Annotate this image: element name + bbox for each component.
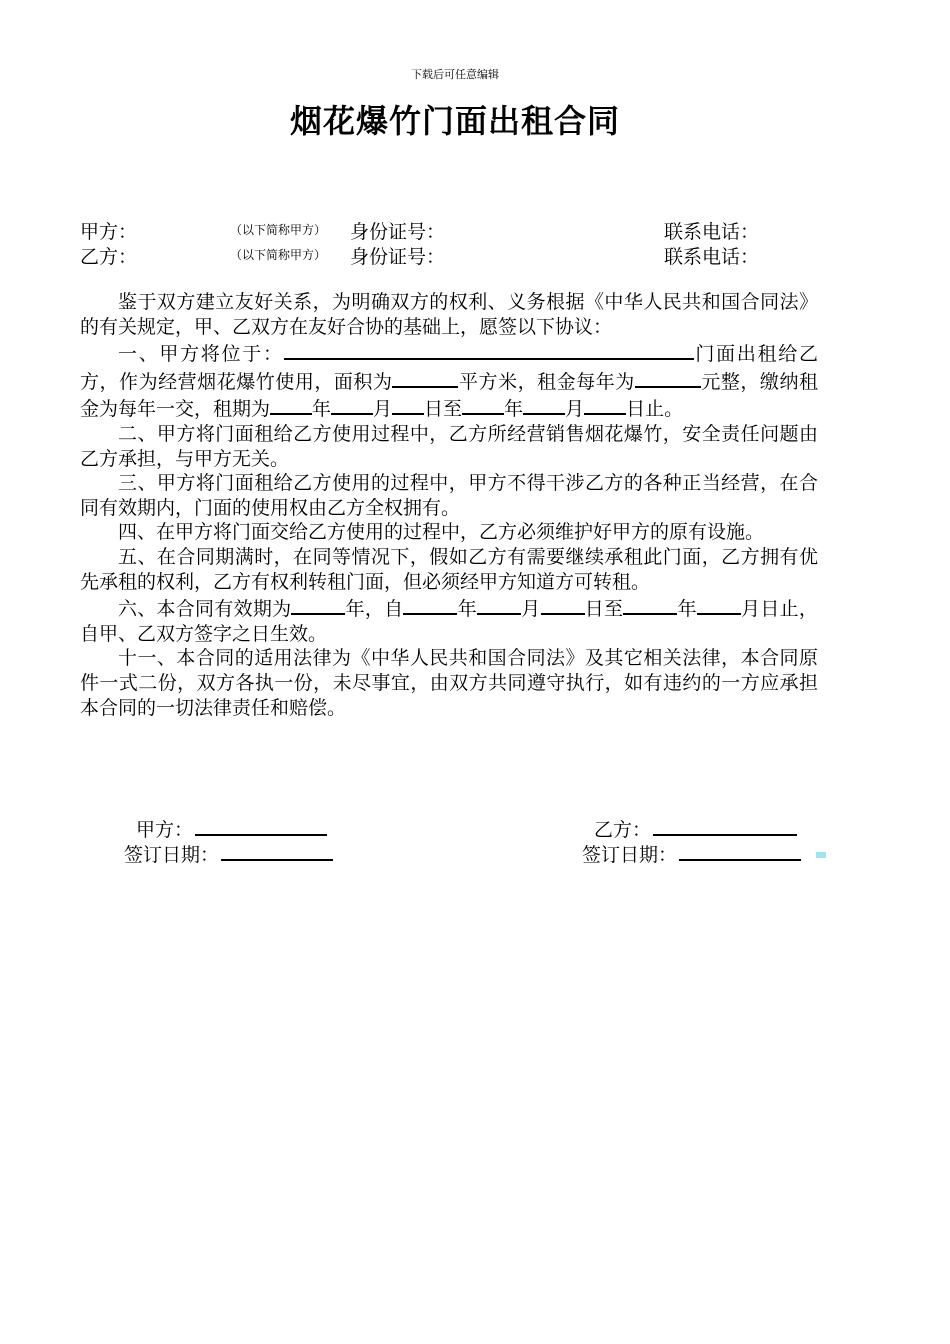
valid-end-year-blank[interactable] [623, 594, 677, 615]
clause-6 [80, 594, 818, 646]
clause-1 [80, 339, 818, 422]
date-party-a-blank[interactable] [221, 840, 333, 861]
header-note: 下载后可任意编辑 [411, 68, 499, 81]
clause-6-year-label: 年 [457, 598, 477, 621]
clause-6-text-end: 日止，自甲、乙双方签字之日生效。 [80, 598, 818, 645]
date-party-a [124, 840, 333, 867]
clause-5: 五、在合同期满时，在同等情况下，假如乙方有需要继续承租此门面，乙方拥有优先承租的权利，乙方有权利转租门面，但必须经甲方知道方可转租。 [80, 545, 818, 593]
clause-1-day-to-label: 日至 [424, 398, 463, 421]
party-b-row [80, 242, 840, 266]
clause-1-month-label: 月 [373, 398, 393, 421]
document-title: 烟花爆竹门面出租合同 [289, 102, 620, 140]
clause-1-text-c: 平方米，租金每年为 [458, 370, 635, 393]
signature-party-b-blank[interactable] [653, 815, 797, 836]
clause-6-text-a: 六、本合同有效期为 [118, 598, 292, 621]
contract-body [80, 290, 818, 720]
clause-4: 四、在甲方将门面交给乙方使用的过程中，乙方必须维护好甲方的原有设施。 [118, 521, 765, 544]
party-b-abbr: （以下简称甲方） [230, 248, 327, 262]
date-party-b-label: 签订日期： [582, 844, 678, 866]
clause-6-month-label: 月 [520, 598, 541, 621]
cursor-marker [816, 852, 826, 858]
party-b-id-label: 身份证号： [350, 246, 446, 268]
location-blank[interactable] [284, 339, 694, 360]
clause-1-text-a: 一、甲方将位于： [118, 343, 284, 366]
signature-party-b-label: 乙方： [594, 819, 652, 841]
signature-party-a [136, 815, 327, 842]
clause-1-end-day-label: 日止。 [626, 398, 684, 421]
end-year-blank[interactable] [462, 394, 504, 415]
party-a-label: 甲方： [80, 221, 138, 243]
start-month-blank[interactable] [331, 394, 373, 415]
date-party-b [582, 840, 801, 867]
clause-1-year-label: 年 [312, 398, 332, 421]
valid-start-year-blank[interactable] [403, 594, 457, 615]
party-a-row [80, 217, 840, 241]
start-day-blank[interactable] [392, 394, 424, 415]
party-a-abbr: （以下简称甲方） [230, 223, 327, 237]
end-day-blank[interactable] [584, 394, 626, 415]
start-year-blank[interactable] [270, 394, 312, 415]
clause-6-end-month-label: 月 [740, 598, 761, 621]
party-b-phone-label: 联系电话： [664, 246, 760, 268]
signature-party-a-label: 甲方： [136, 819, 194, 841]
clause-1-end-month-label: 月 [565, 398, 585, 421]
date-party-a-label: 签订日期： [124, 844, 220, 866]
valid-end-month-blank[interactable] [697, 594, 741, 615]
party-a-phone-label: 联系电话： [664, 221, 760, 243]
clause-3: 三、甲方将门面租给乙方使用的过程中，甲方不得干涉乙方的各种正当经营，在合同有效期内，门面的使用权由乙方全权拥有。 [80, 472, 818, 519]
clause-1-text-b: 门面出租给乙方，作为经营烟花爆竹使用，面积为 [80, 343, 818, 393]
clause-1-text-d: 元整，缴纳租金为每年一交，租期为 [80, 370, 818, 421]
clause-6-text-b: 年，自 [345, 598, 404, 621]
end-month-blank[interactable] [523, 394, 565, 415]
date-party-b-blank[interactable] [679, 840, 801, 861]
term-years-blank[interactable] [291, 594, 345, 615]
clause-11: 十一、本合同的适用法律为《中华人民共和国合同法》及其它相关法律，本合同原件一式二份，双方各执一份，未尽事宜，由双方共同遵守执行，如有违约的一方应承担本合同的一切法律责任和赔偿。 [80, 647, 818, 719]
rent-blank[interactable] [635, 367, 701, 388]
signature-party-b [594, 815, 797, 842]
clause-2: 二、甲方将门面租给乙方使用过程中，乙方所经营销售烟花爆竹，安全责任问题由乙方承担，与甲方无关。 [80, 422, 818, 470]
clause-6-day-to-label: 日至 [584, 598, 624, 621]
party-b-label: 乙方： [80, 246, 138, 268]
party-a-id-label: 身份证号： [350, 221, 446, 243]
clause-6-end-year-label: 年 [677, 598, 697, 621]
valid-start-month-blank[interactable] [477, 594, 521, 615]
intro-paragraph: 鉴于双方建立友好关系，为明确双方的权利、义务根据《中华人民共和国合同法》的有关规定，甲、乙双方在友好合协的基础上，愿签以下协议： [80, 291, 818, 338]
valid-start-day-blank[interactable] [541, 594, 585, 615]
signature-party-a-blank[interactable] [195, 815, 327, 836]
clause-1-end-year-label: 年 [504, 398, 524, 421]
area-blank[interactable] [392, 367, 458, 388]
